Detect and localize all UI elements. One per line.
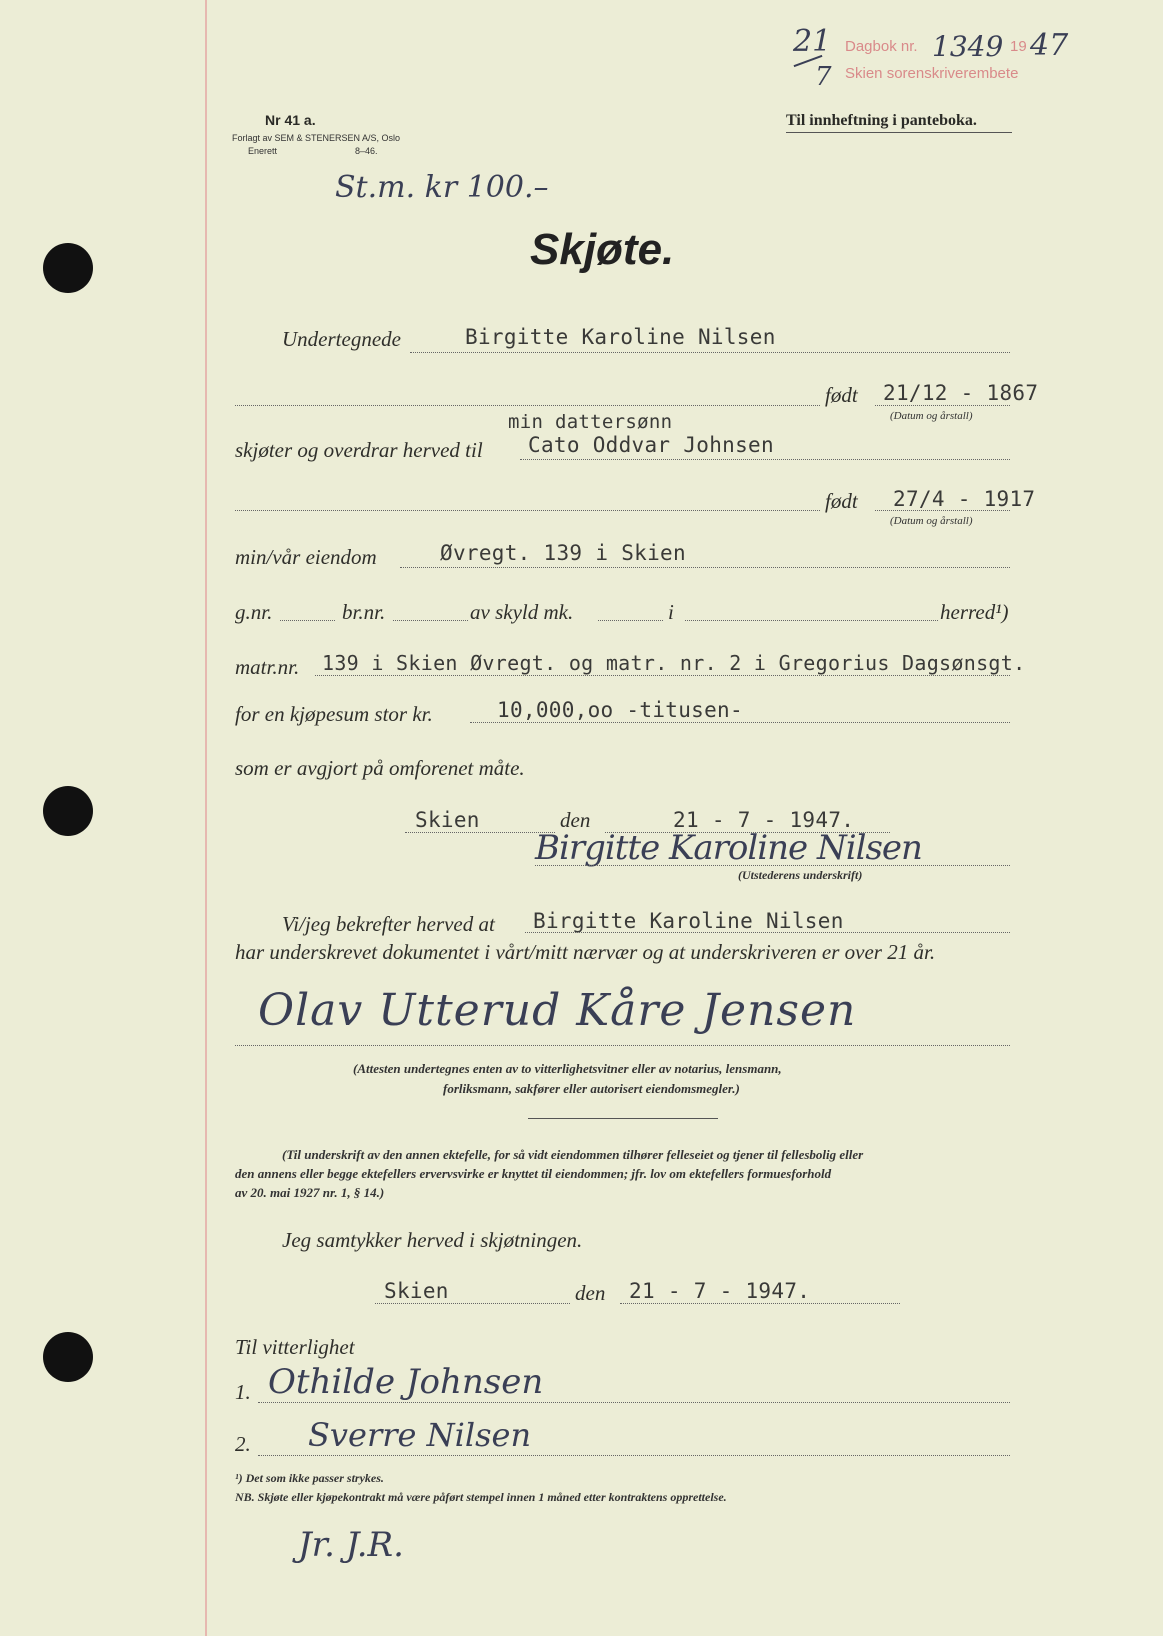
spouse-note-3: av 20. mai 1927 nr. 1, § 14.) <box>235 1185 385 1200</box>
dotted-line <box>375 1303 570 1304</box>
dotted-line <box>235 1045 1010 1046</box>
place-1: Skien <box>415 808 480 832</box>
form-publisher: Forlagt av SEM & STENERSEN A/S, Oslo <box>232 133 401 143</box>
attest-note-1: (Attesten undertegnes enten av to vitterlighetsvitner eller av notarius, lensmann, <box>353 1061 782 1076</box>
punch-hole <box>43 243 93 293</box>
skyld-label: av skyld mk. <box>470 600 574 624</box>
witness-1-signature: Othilde Johnsen <box>268 1362 544 1402</box>
dotted-line <box>235 510 820 511</box>
price-label: for en kjøpesum stor kr. <box>235 702 433 726</box>
recipient-insert: min dattersønn <box>508 411 673 433</box>
filing-note: Til innheftning i panteboka. <box>786 112 977 129</box>
matr-value: 139 i Skien Øvregt. og matr. nr. 2 i Gregorius Dagsønsgt. <box>322 651 1026 675</box>
form-edition: 8–46. <box>355 146 378 156</box>
issuer-signature-hint: (Utstederens underskrift) <box>738 868 863 882</box>
datum-hint: (Datum og årstall) <box>890 410 973 422</box>
stamp-office: Skien sorenskriverembete <box>845 65 1019 82</box>
handwritten-initials: Jr. J.R. <box>298 1525 404 1565</box>
consent-text: Jeg samtykker herved i skjøtningen. <box>282 1228 583 1252</box>
handwritten-fee-note: St.m. kr 100.– <box>335 170 549 205</box>
witness-text-2: har underskrevet dokumentet i vårt/mitt nærvær og at underskriveren er over 21 år. <box>235 940 936 964</box>
form-rights: Enerett <box>248 146 278 156</box>
dotted-line <box>258 1455 1010 1456</box>
dotted-line <box>400 567 1010 568</box>
grantor-signature: Birgitte Karoline Nilsen <box>535 828 922 868</box>
grantor-name: Birgitte Karoline Nilsen <box>465 325 776 349</box>
witness-confirmed-name: Birgitte Karoline Nilsen <box>533 909 844 933</box>
gnr-label: g.nr. <box>235 600 273 624</box>
fodt-label: født <box>825 383 858 407</box>
stamp-year-hand: 47 <box>1030 28 1069 63</box>
form-number: Nr 41 a. <box>265 112 316 128</box>
brnr-label: br.nr. <box>342 600 386 624</box>
grantor-birthdate: 21/12 - 1867 <box>883 381 1039 405</box>
dotted-line <box>685 620 938 621</box>
dotted-line <box>393 620 468 621</box>
witness-signatures: Olav Utterud Kåre Jensen <box>258 985 857 1036</box>
date-1: 21 - 7 - 1947. <box>673 808 855 832</box>
dotted-line <box>470 722 1010 723</box>
dotted-line <box>620 1303 900 1304</box>
matr-label: matr.nr. <box>235 655 300 679</box>
i-label: i <box>668 600 674 624</box>
property-value: Øvregt. 139 i Skien <box>440 541 686 565</box>
dotted-line <box>235 405 820 406</box>
den-label-1: den <box>560 808 591 832</box>
witness-heading: Til vitterlighet <box>235 1335 355 1359</box>
witness-2-number: 2. <box>235 1432 251 1456</box>
herred-label: herred¹) <box>940 600 1009 624</box>
attest-note-2: forliksmann, sakfører eller autorisert eiendomsmegler.) <box>443 1081 740 1096</box>
witness-1-number: 1. <box>235 1380 251 1404</box>
date-2: 21 - 7 - 1947. <box>629 1279 811 1303</box>
margin-line <box>205 0 207 1636</box>
spouse-note-1: (Til underskrift av den annen ektefelle, for så vidt eiendommen tilhører felleseiet og tjener til fellesbolig eller <box>282 1147 864 1162</box>
stamp-date-day: 21 <box>793 24 832 59</box>
dotted-line <box>875 405 1010 406</box>
witness-label-1: Vi/jeg bekrefter herved at <box>282 912 495 936</box>
recipient-birthdate: 27/4 - 1917 <box>893 487 1036 511</box>
dotted-line <box>875 510 1010 511</box>
stamp-dagbok-label: Dagbok nr. <box>845 38 918 55</box>
fodt-label-2: født <box>825 489 858 513</box>
dotted-line <box>525 932 1010 933</box>
stamp-dagbok-number: 1349 <box>932 30 1004 63</box>
witness-2-signature: Sverre Nilsen <box>308 1416 532 1454</box>
undertegnede-label: Undertegnede <box>282 327 401 351</box>
settled-text: som er avgjort på omforenet måte. <box>235 756 525 780</box>
property-label: min/vår eiendom <box>235 545 377 569</box>
spouse-note-2: den annens eller begge ektefellers ervervsvirke er knyttet til eiendommen; jfr. lov om ektefellers formuesforhold <box>235 1166 832 1181</box>
dotted-line <box>598 620 663 621</box>
transfer-label: skjøter og overdrar herved til <box>235 438 483 462</box>
section-divider <box>528 1118 718 1119</box>
stamp-date-month: 7 <box>815 62 832 92</box>
place-2: Skien <box>384 1279 449 1303</box>
datum-hint-2: (Datum og årstall) <box>890 515 973 527</box>
dotted-line <box>520 459 1010 460</box>
punch-hole <box>43 786 93 836</box>
recipient-name: Cato Oddvar Johnsen <box>528 433 774 457</box>
footnote-2: NB. Skjøte eller kjøpekontrakt må være påført stempel innen 1 måned etter kontraktens opprettelse. <box>235 1490 727 1504</box>
dotted-line <box>410 352 1010 353</box>
stamp-year-print: 19 <box>1010 38 1027 55</box>
dotted-line <box>315 675 1010 676</box>
footnote-1: ¹) Det som ikke passer strykes. <box>235 1471 384 1485</box>
price-value: 10,000,oo -titusen- <box>497 698 743 722</box>
filing-note-underline <box>786 132 1012 133</box>
dotted-line <box>405 832 555 833</box>
dotted-line <box>258 1402 1010 1403</box>
punch-hole <box>43 1332 93 1382</box>
den-label-2: den <box>575 1281 606 1305</box>
dotted-line <box>280 620 335 621</box>
page-title: Skjøte. <box>530 225 675 274</box>
dotted-line <box>535 865 1010 866</box>
